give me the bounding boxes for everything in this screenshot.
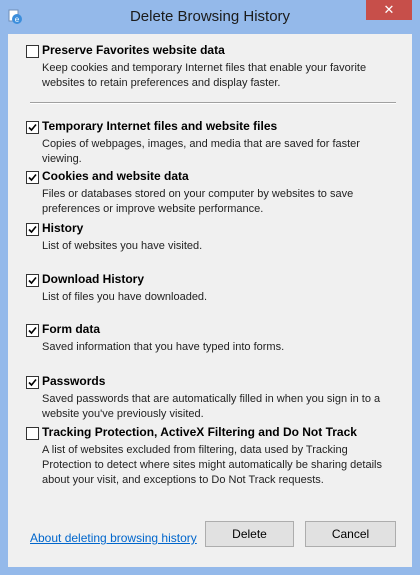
title-bar[interactable] <box>0 0 420 34</box>
checkmark-icon <box>27 377 38 388</box>
checkbox-download-history[interactable] <box>26 274 39 287</box>
option-description: Saved passwords that are automatically filled in when you sign in to a website you've previously visited. <box>42 393 381 420</box>
dialog-body <box>8 34 412 567</box>
option-title: Temporary Internet files and website files <box>42 119 278 133</box>
checkbox-tracking-protection[interactable] <box>26 427 39 440</box>
option-title: Tracking Protection, ActiveX Filtering and Do Not Track <box>42 425 357 439</box>
close-button[interactable] <box>366 0 412 20</box>
checkbox-history[interactable] <box>26 223 39 236</box>
option-title: Form data <box>42 322 101 336</box>
option-description: List of websites you have visited. <box>42 240 203 252</box>
option-title: Download History <box>42 272 145 286</box>
checkbox-temp-internet-files[interactable] <box>26 121 39 134</box>
option-description: Saved information that you have typed into forms. <box>42 341 285 353</box>
checkbox-cookies[interactable] <box>26 171 39 184</box>
checkbox-preserve-favorites[interactable] <box>26 45 39 58</box>
option-title: Cookies and website data <box>42 169 189 183</box>
checkmark-icon <box>27 122 38 133</box>
checkmark-icon <box>27 172 38 183</box>
checkmark-icon <box>27 275 38 286</box>
option-description: Copies of webpages, images, and media that are saved for faster viewing. <box>42 138 360 165</box>
checkbox-passwords[interactable] <box>26 376 39 389</box>
checkbox-form-data[interactable] <box>26 324 39 337</box>
delete-button[interactable]: Delete <box>205 521 294 547</box>
option-description: List of files you have downloaded. <box>42 291 208 303</box>
checkmark-icon <box>27 224 38 235</box>
option-title: Passwords <box>42 374 106 388</box>
option-description: A list of websites excluded from filtering, data used by Tracking Protection to detect where sites might automatically be sharing details about your visit, and exceptions to Do Not Track requests. <box>42 444 382 486</box>
cancel-button[interactable]: Cancel <box>305 521 396 547</box>
about-deleting-history-link[interactable]: About deleting browsing history <box>30 531 197 545</box>
option-title: History <box>42 221 84 235</box>
divider <box>30 102 396 104</box>
window-title: Delete Browsing History <box>129 8 291 25</box>
option-description: Keep cookies and temporary Internet files that enable your favorite websites to retain preferences and display faster. <box>42 62 367 89</box>
svg-text:e: e <box>14 15 20 24</box>
option-title: Preserve Favorites website data <box>42 43 225 57</box>
option-description: Files or databases stored on your computer by websites to save preferences or improve website performance. <box>42 188 354 215</box>
checkmark-icon <box>27 325 38 336</box>
close-icon: ✕ <box>383 2 395 17</box>
